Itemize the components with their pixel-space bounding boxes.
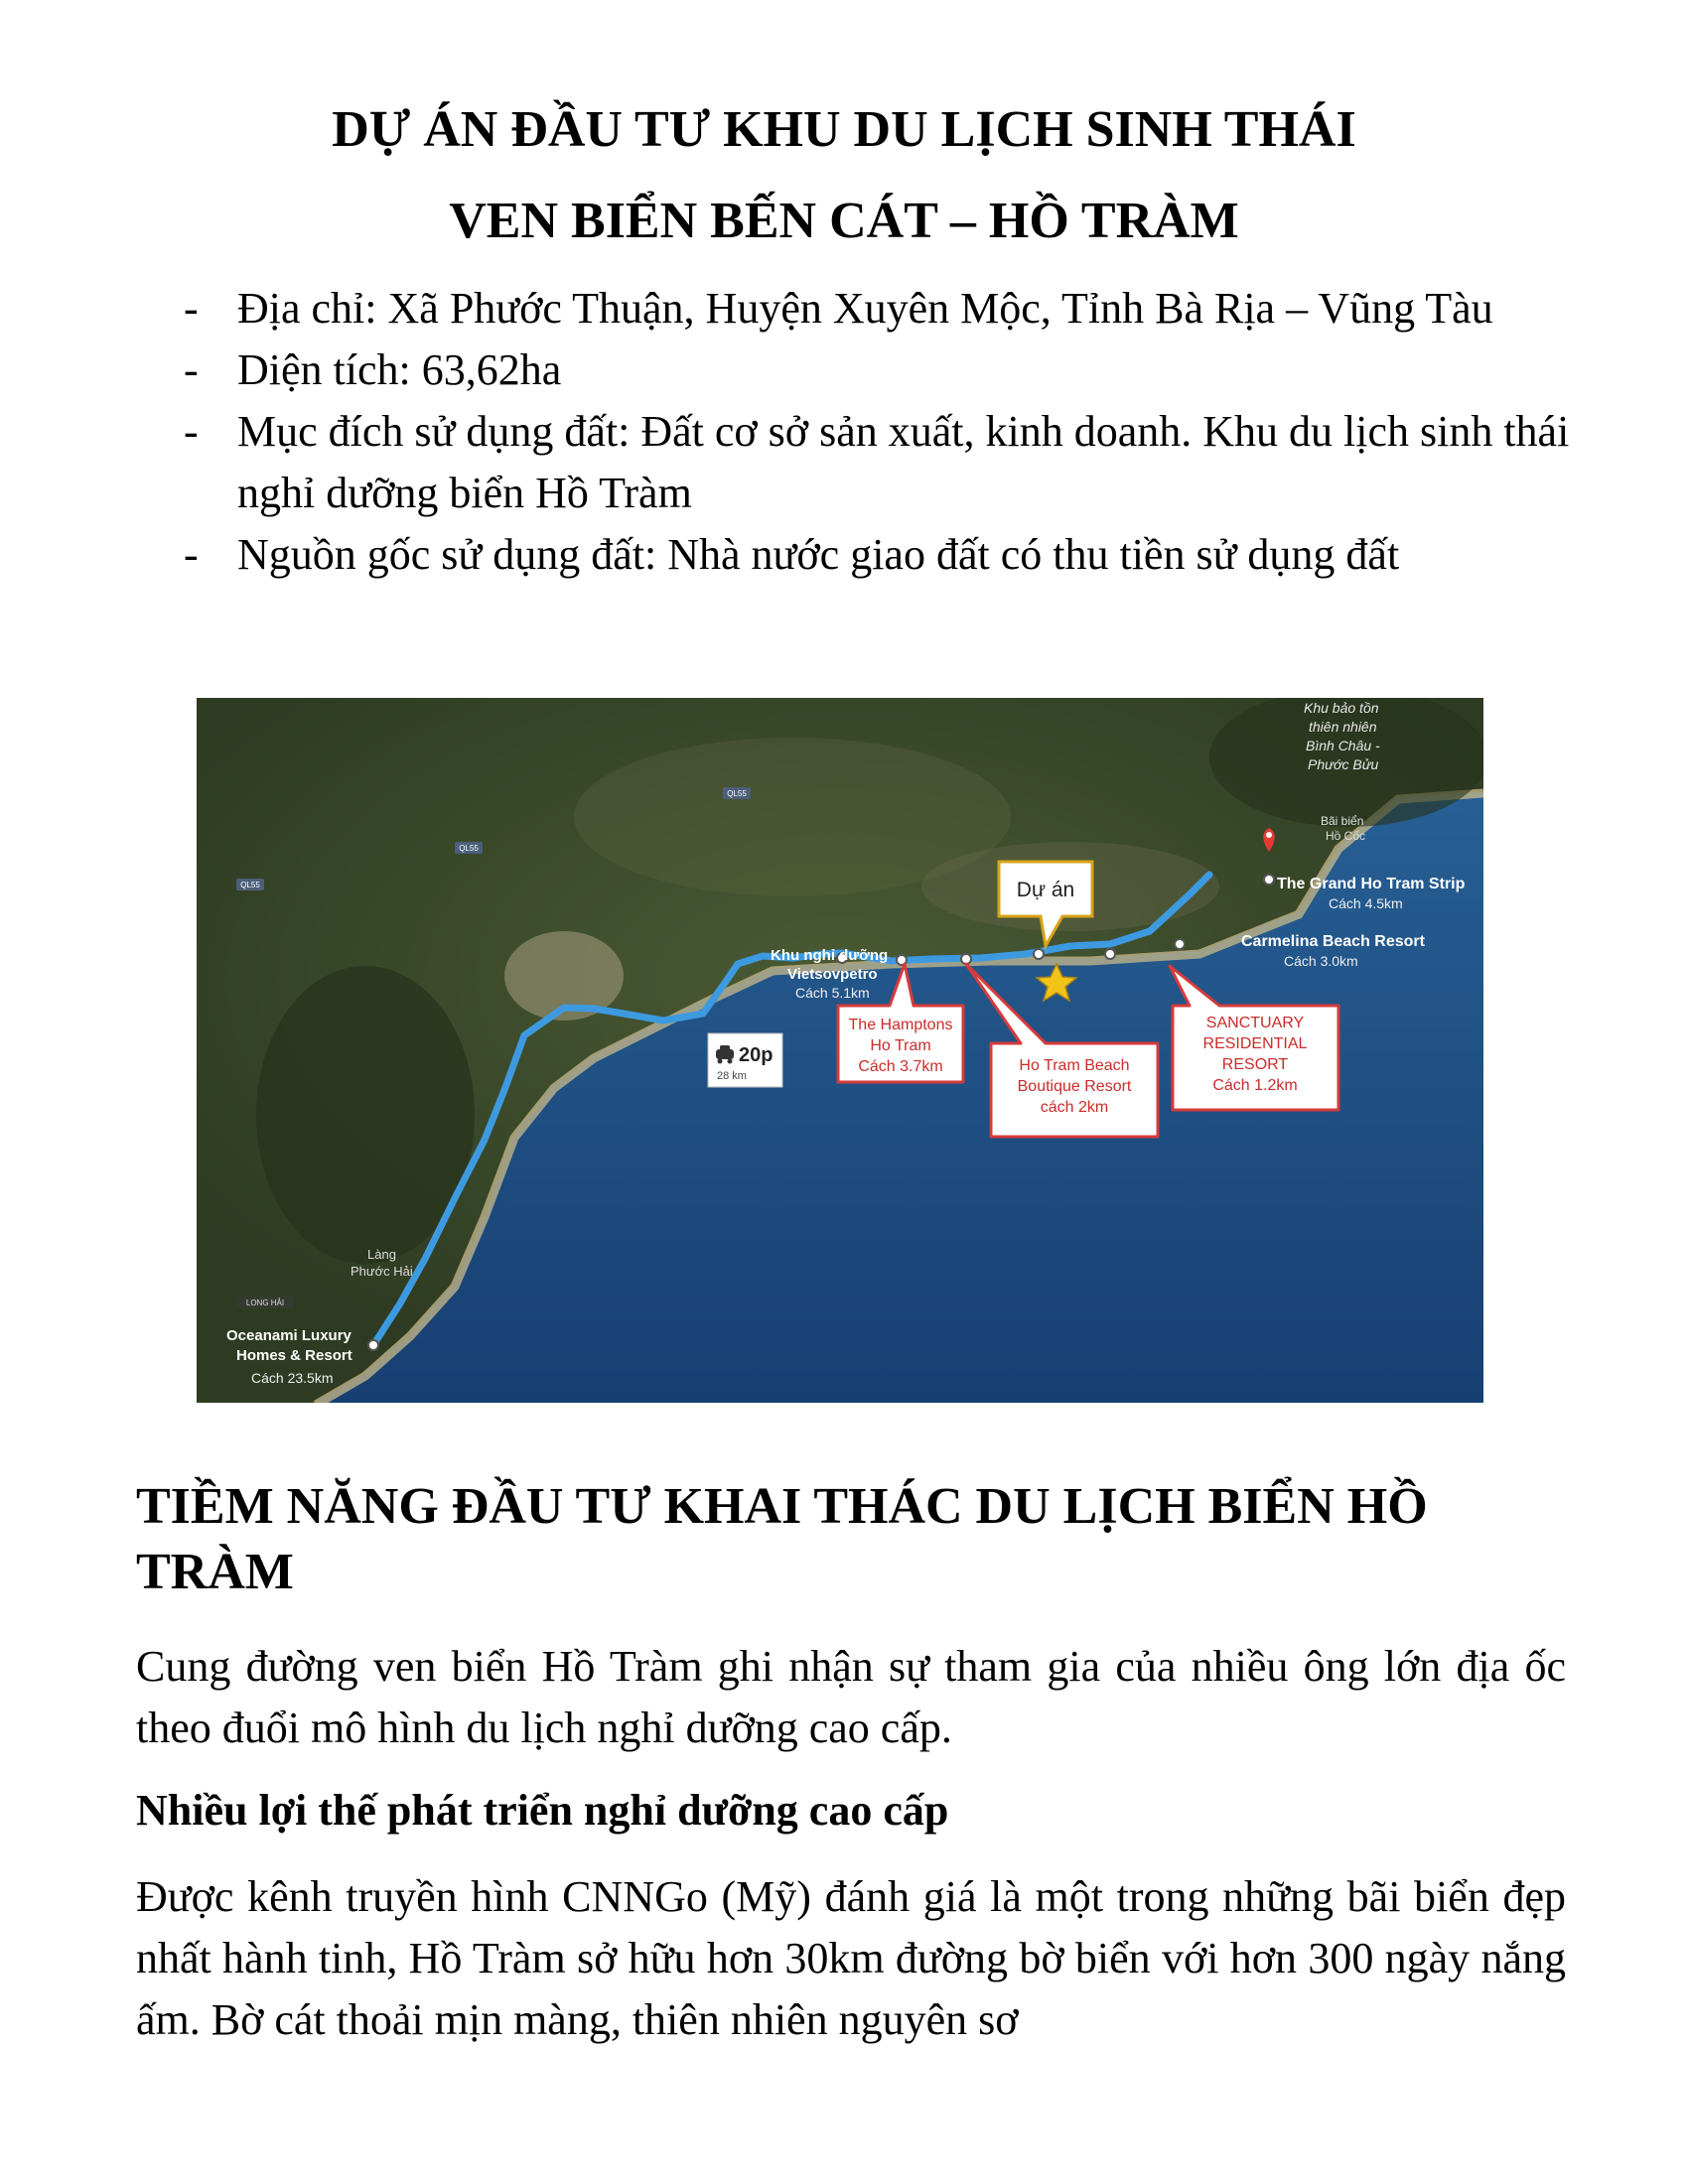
place-name: Oceanami Luxury — [226, 1327, 352, 1344]
place-distance: Cách 23.5km — [251, 1370, 334, 1386]
nature-reserve-line: Bình Châu - — [1306, 738, 1380, 753]
beach-label-line: Hồ Cốc — [1326, 829, 1366, 843]
nature-reserve-line: Phước Bửu — [1308, 756, 1379, 772]
callout-line: SANCTUARY — [1205, 1015, 1305, 1031]
place-distance: Cách 5.1km — [795, 985, 870, 1001]
callout-line: cách 2km — [1040, 1099, 1109, 1116]
route-waypoint — [961, 954, 971, 964]
bullet-land-use-purpose — [184, 401, 1574, 524]
intro-paragraph: Cung đường ven biển Hồ Tràm ghi nhận sự tham gia của nhiều ông lớn địa ốc theo đuổi mô hình du lịch nghỉ dưỡng cao cấp. — [136, 1642, 1566, 1752]
sub-heading: Nhiều lợi thế phát triển nghỉ dưỡng cao cấp — [136, 1786, 949, 1835]
document-title-line-1: DỰ ÁN ĐẦU TƯ KHU DU LỊCH SINH THÁI — [332, 101, 1356, 158]
drive-distance-text: 28 km — [717, 1070, 747, 1082]
callout-line: The Hamptons — [848, 1017, 953, 1033]
place-distance: Cách 3.0km — [1284, 953, 1358, 969]
area-label-long-hai — [236, 1297, 294, 1308]
route-waypoint — [1264, 875, 1274, 885]
place-name: Khu nghỉ dưỡng — [771, 947, 889, 964]
long-hai-text: LONG HẢI — [245, 1298, 285, 1307]
land-origin-text: Nguồn gốc sử dụng đất: Nhà nước giao đất có thu tiền sử dụng đất — [237, 530, 1400, 579]
road-label-ql55 — [455, 842, 483, 854]
section-heading: TIỀM NĂNG ĐẦU TƯ KHAI THÁC DU LỊCH BIỂN HỒ TRÀM — [136, 1478, 1428, 1600]
route-waypoint — [1034, 949, 1044, 959]
place-name: The Grand Ho Tram Strip — [1277, 876, 1466, 892]
project-info-list — [184, 278, 1574, 586]
route-waypoint — [368, 1340, 378, 1350]
body-paragraph: Được kênh truyền hình CNNGo (Mỹ) đánh giá là một trong những bãi biển đẹp nhất hành tinh, Hồ Tràm sở hữu hơn 30km đường bờ biển với hơn 300 ngày nắng ấm. Bờ cát thoải mịn màng, thiên nhiên nguyên sơ — [136, 1872, 1566, 2044]
road-label-ql55 — [236, 879, 264, 890]
callout-line: RESIDENTIAL — [1202, 1035, 1308, 1052]
route-waypoint — [1175, 939, 1185, 949]
callout-line: Boutique Resort — [1017, 1078, 1132, 1095]
callout-line: Cách 3.7km — [858, 1058, 943, 1075]
bullet-dash: - — [184, 407, 199, 456]
drive-time-text: 20p — [739, 1044, 774, 1066]
route-waypoint — [1105, 949, 1115, 959]
bullet-area — [184, 340, 1574, 401]
village-label-line: Phước Hải — [351, 1264, 413, 1279]
bullet-land-origin — [184, 524, 1574, 586]
village-label-line: Làng — [367, 1247, 396, 1262]
callout-line: Cách 1.2km — [1212, 1077, 1298, 1094]
callout-line: Ho Tram Beach — [1019, 1057, 1130, 1074]
road-label-text: QL55 — [459, 844, 479, 853]
bullet-dash: - — [184, 530, 199, 579]
nature-reserve-line: Khu bảo tồn — [1304, 700, 1379, 716]
area-text: Diện tích: 63,62ha — [237, 345, 562, 394]
road-label-text: QL55 — [240, 881, 260, 889]
place-distance: Cách 4.5km — [1329, 895, 1403, 911]
address-text: Địa chỉ: Xã Phước Thuận, Huyện Xuyên Mộc, Tỉnh Bà Rịa – Vũng Tàu — [237, 284, 1493, 333]
road-label-ql55 — [723, 787, 751, 799]
project-label-text: Dự án — [1016, 879, 1075, 901]
place-name: Carmelina Beach Resort — [1241, 933, 1425, 950]
callout-line: RESORT — [1221, 1056, 1289, 1073]
beach-label-line: Bãi biển — [1321, 814, 1364, 828]
callout-line: Ho Tram — [870, 1037, 931, 1054]
document-title-line-2: VEN BIỂN BẾN CÁT – HỒ TRÀM — [449, 193, 1239, 249]
location-map — [197, 698, 1483, 1403]
land-use-purpose-text: Mục đích sử dụng đất: Đất cơ sở sản xuất, kinh doanh. Khu du lịch sinh thái nghỉ dưỡng biển Hồ Tràm — [237, 407, 1570, 517]
bullet-address — [184, 278, 1574, 340]
place-name: Homes & Resort — [236, 1347, 352, 1364]
road-label-text: QL55 — [727, 789, 747, 798]
drive-time-badge — [708, 1033, 782, 1087]
beach-label-ho-coc — [1321, 814, 1365, 843]
place-name: Vietsovpetro — [787, 966, 878, 983]
bullet-dash: - — [184, 284, 199, 333]
bullet-dash: - — [184, 345, 199, 394]
nature-reserve-line: thiên nhiên — [1309, 719, 1377, 735]
